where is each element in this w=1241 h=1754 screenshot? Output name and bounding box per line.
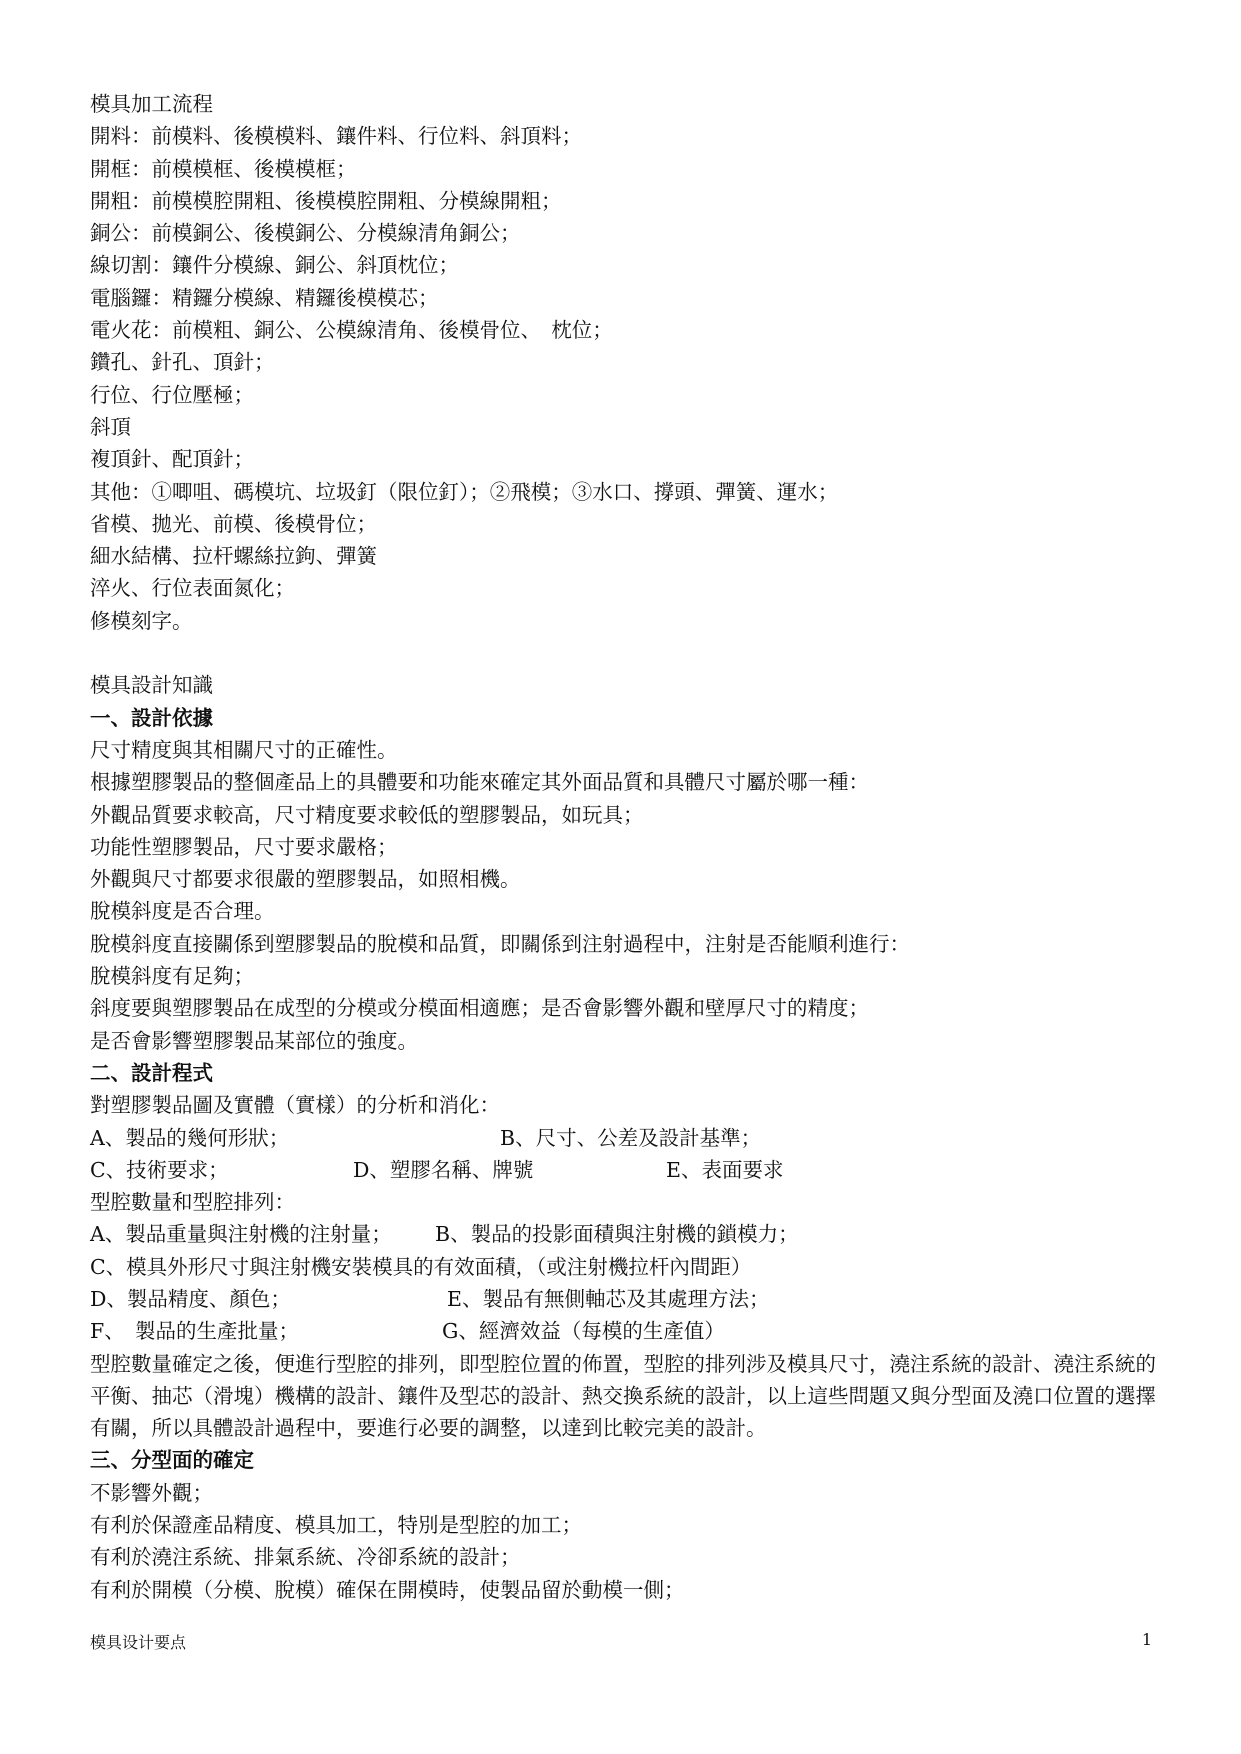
parting-line: 有利於保證產品精度、模具加工，特別是型腔的加工； bbox=[90, 1513, 582, 1538]
process-line: 電火花：前模粗、銅公、公模線清角、後模骨位、 枕位； bbox=[90, 318, 613, 343]
basis-line: 脫模斜度直接關係到塑膠製品的脫模和品質，即關係到注射過程中，注射是否能順利進行： bbox=[90, 931, 910, 956]
basis-line: 功能性塑膠製品，尺寸要求嚴格； bbox=[90, 834, 398, 859]
cavity-row bbox=[90, 1283, 1160, 1315]
basis-line: 脫模斜度有足夠； bbox=[90, 964, 254, 989]
process-title: 模具加工流程 bbox=[90, 92, 213, 116]
section-heading-procedure: 二、設計程式 bbox=[90, 1060, 213, 1085]
procedure-item: B、尺寸、公差及設計基準； bbox=[500, 1125, 762, 1150]
basis-line: 外觀與尺寸都要求很嚴的塑膠製品，如照相機。 bbox=[90, 867, 521, 892]
process-line: 其他：①唧咀、碼模坑、垃圾釘（限位釘）；②飛模；③水口、撐頭、彈簧、運水； bbox=[90, 479, 839, 504]
cavity-item: F、 製品的生產批量； bbox=[90, 1319, 299, 1344]
parting-line: 有利於澆注系統、排氣系統、冷卻系統的設計； bbox=[90, 1545, 521, 1570]
cavity-item: B、製品的投影面積與注射機的鎖模力； bbox=[435, 1222, 799, 1247]
process-line: 修模刻字。 bbox=[90, 608, 193, 633]
procedure-item: D、塑膠名稱、牌號 bbox=[353, 1157, 534, 1182]
page-number: 1 bbox=[1141, 1630, 1152, 1649]
process-line: 開料：前模料、後模模料、鑲件料、行位料、斜頂料； bbox=[90, 124, 582, 149]
process-list bbox=[90, 120, 1160, 637]
basis-line: 根據塑膠製品的整個產品上的具體要和功能來確定其外面品質和具體尺寸屬於哪一種： bbox=[90, 770, 869, 795]
process-line: 開粗：前模模腔開粗、後模模腔開粗、分模線開粗； bbox=[90, 188, 562, 213]
process-line: 省模、拋光、前模、後模骨位； bbox=[90, 511, 377, 536]
cavity-item: A、製品重量與注射機的注射量； bbox=[90, 1222, 392, 1247]
process-line: 電腦鑼：精鑼分模線、精鑼後模模芯； bbox=[90, 285, 439, 310]
procedure-item: A、製品的幾何形狀； bbox=[90, 1125, 290, 1150]
procedure-row bbox=[90, 1154, 1160, 1186]
cavity-item: G、經濟效益（每模的生產值） bbox=[442, 1319, 725, 1344]
basis-line: 是否會影響塑膠製品某部位的強度。 bbox=[90, 1028, 418, 1053]
parting-line: 不影響外觀； bbox=[90, 1480, 213, 1505]
cavity-title: 型腔數量和型腔排列： bbox=[90, 1190, 295, 1215]
basis-line: 脫模斜度是否合理。 bbox=[90, 899, 275, 924]
process-line: 複頂針、配頂針； bbox=[90, 447, 254, 472]
basis-line: 外觀品質要求較高，尺寸精度要求較低的塑膠製品，如玩具； bbox=[90, 802, 644, 827]
section-heading-parting: 三、分型面的確定 bbox=[90, 1448, 254, 1473]
procedure-intro: 對塑膠製品圖及實體（實樣）的分析和消化： bbox=[90, 1093, 500, 1118]
page-footer bbox=[90, 1630, 1152, 1653]
procedure-item: C、技術要求； bbox=[90, 1157, 229, 1182]
procedure-item: E、表面要求 bbox=[666, 1157, 784, 1182]
footer-title: 模具设计要点 bbox=[90, 1633, 187, 1652]
spacer bbox=[90, 637, 1160, 669]
cavity-item: D、製品精度、顏色； bbox=[90, 1286, 291, 1311]
design-title: 模具設計知識 bbox=[90, 673, 213, 698]
basis-line: 尺寸精度與其相關尺寸的正確性。 bbox=[90, 737, 398, 762]
section-heading-basis: 一、設計依據 bbox=[90, 705, 213, 730]
cavity-row bbox=[90, 1218, 1160, 1250]
process-line: 斜頂 bbox=[90, 414, 131, 439]
process-line: 淬火、行位表面氮化； bbox=[90, 576, 295, 601]
process-line: 開框：前模模框、後模模框； bbox=[90, 156, 357, 181]
process-line: 細水結構、拉杆螺絲拉鉤、彈簧 bbox=[90, 544, 377, 569]
document-body bbox=[90, 88, 1160, 1606]
cavity-row: C、模具外形尺寸與注射機安裝模具的有效面積，（或注射機拉杆內間距） bbox=[90, 1254, 752, 1279]
cavity-row bbox=[90, 1315, 1160, 1347]
process-line: 鑽孔、針孔、頂針； bbox=[90, 350, 275, 375]
process-line: 行位、行位壓極； bbox=[90, 382, 254, 407]
parting-line: 有利於開模（分模、脫模）確保在開模時，使製品留於動模一側； bbox=[90, 1577, 685, 1602]
cavity-item: E、製品有無側軸芯及其處理方法； bbox=[447, 1286, 770, 1311]
process-line: 線切割：鑲件分模線、銅公、斜頂枕位； bbox=[90, 253, 459, 278]
cavity-paragraph: 型腔數量確定之後，便進行型腔的排列，即型腔位置的佈置，型腔的排列涉及模具尺寸，澆注系統的設計、澆注系統的平衡、抽芯（滑塊）機構的設計、鑲件及型芯的設計、熱交換系統的設計，以上這些問題又與分型面及澆口位置的選擇有關，所以具體設計過程中，要進行必要的調整，以達到比較完美的設計。 bbox=[90, 1351, 1156, 1441]
process-line: 銅公：前模銅公、後模銅公、分模線清角銅公； bbox=[90, 221, 521, 246]
basis-line: 斜度要與塑膠製品在成型的分模或分模面相適應；是否會影響外觀和壁厚尺寸的精度； bbox=[90, 996, 869, 1021]
procedure-row bbox=[90, 1122, 1160, 1154]
